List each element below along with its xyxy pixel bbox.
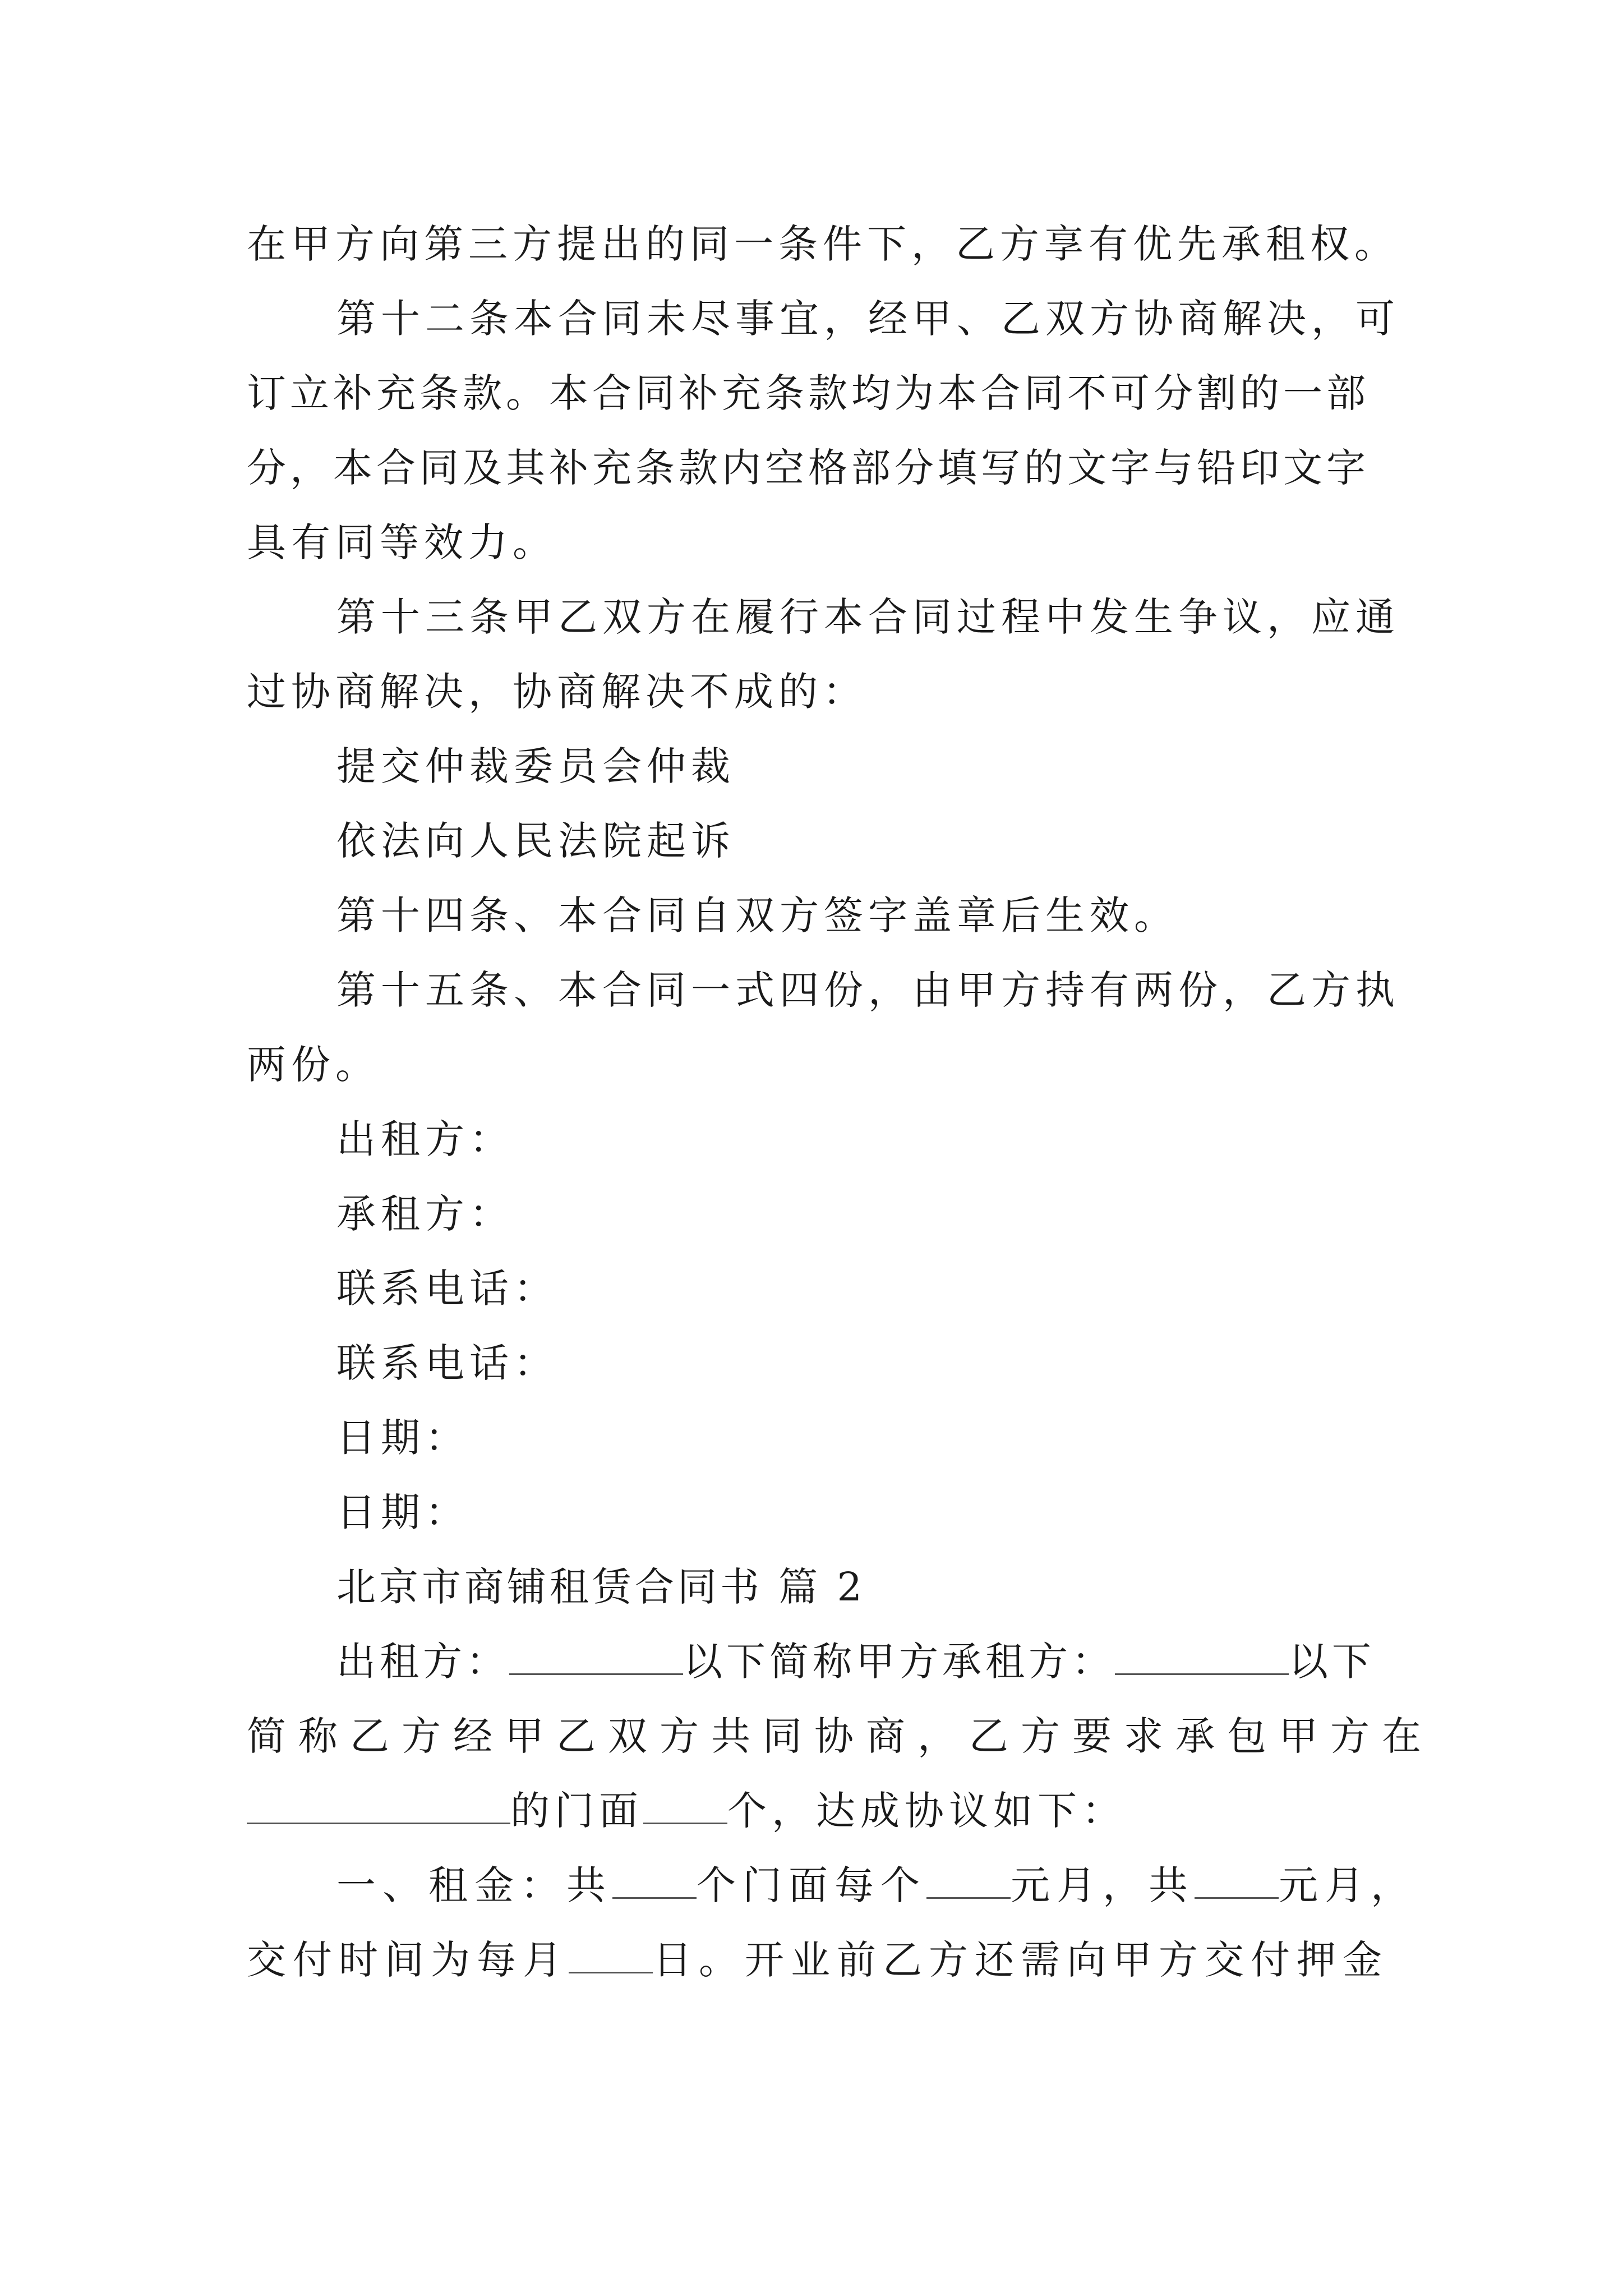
text-segment: 个门面每个 [697, 1862, 926, 1908]
blank-field [247, 1788, 510, 1824]
rent-line [336, 1852, 1417, 1919]
text-segment: 日。开业前乙方还需向甲方交付押金 [653, 1937, 1389, 1983]
blank-field [509, 1639, 683, 1675]
blank-field [569, 1937, 653, 1973]
text-segment: 元月，共 [1011, 1862, 1195, 1908]
text-segment: 出租方： [336, 1639, 509, 1685]
lessor-label: 出租方： [336, 1116, 514, 1162]
text-line: 过协商解决，协商解决不成的： [247, 669, 867, 715]
storefront-line [247, 1777, 1402, 1844]
text-segment: 的门面 [510, 1788, 643, 1834]
section-heading: 北京市商铺租赁合同书 篇 2 [336, 1564, 866, 1610]
option-litigation: 依法向人民法院起诉 [336, 818, 735, 864]
text-segment: 个，达成协议如下： [727, 1788, 1126, 1834]
article-13-line: 第十三条甲乙双方在履行本合同过程中发生争议，应通 [336, 594, 1400, 640]
text-line: 两份。 [247, 1042, 380, 1088]
text-segment: 一、租金：共 [336, 1862, 612, 1908]
text-line: 具有同等效力。 [247, 519, 557, 565]
phone-label: 联系电话： [336, 1340, 558, 1386]
article-15-line: 第十五条、本合同一式四份，由甲方持有两份，乙方执 [336, 967, 1400, 1013]
blank-field [1195, 1862, 1279, 1899]
phone-label: 联系电话： [336, 1266, 558, 1312]
text-line: 订立补充条款。本合同补充条款均为本合同不可分割的一部 [247, 370, 1370, 416]
text-segment: 交付时间为每月 [247, 1937, 569, 1983]
lessee-label: 承租方： [336, 1191, 514, 1237]
text-line: 简称乙方经甲乙双方共同协商，乙方要求承包甲方在 [247, 1713, 1433, 1759]
article-12-line: 第十二条本合同未尽事宜，经甲、乙双方协商解决，可 [336, 296, 1400, 342]
date-label: 日期： [336, 1489, 469, 1535]
text-segment: 元月， [1279, 1862, 1417, 1908]
blank-field [612, 1862, 697, 1899]
text-line: 分，本合同及其补充条款内空格部分填写的文字与铅印文字 [247, 445, 1370, 491]
payment-line [247, 1926, 1402, 1994]
blank-field [643, 1788, 727, 1824]
text-segment: 以下简称甲方承租方： [683, 1639, 1115, 1685]
blank-field [1115, 1639, 1289, 1675]
parties-line [336, 1628, 1402, 1695]
article-14-line: 第十四条、本合同自双方签字盖章后生效。 [336, 892, 1178, 938]
blank-field [926, 1862, 1011, 1899]
option-arbitration: 提交仲裁委员会仲裁 [336, 743, 735, 789]
text-segment: 以下 [1289, 1639, 1375, 1685]
date-label: 日期： [336, 1415, 469, 1461]
text-line: 在甲方向第三方提出的同一条件下，乙方享有优先承租权。 [247, 221, 1399, 267]
